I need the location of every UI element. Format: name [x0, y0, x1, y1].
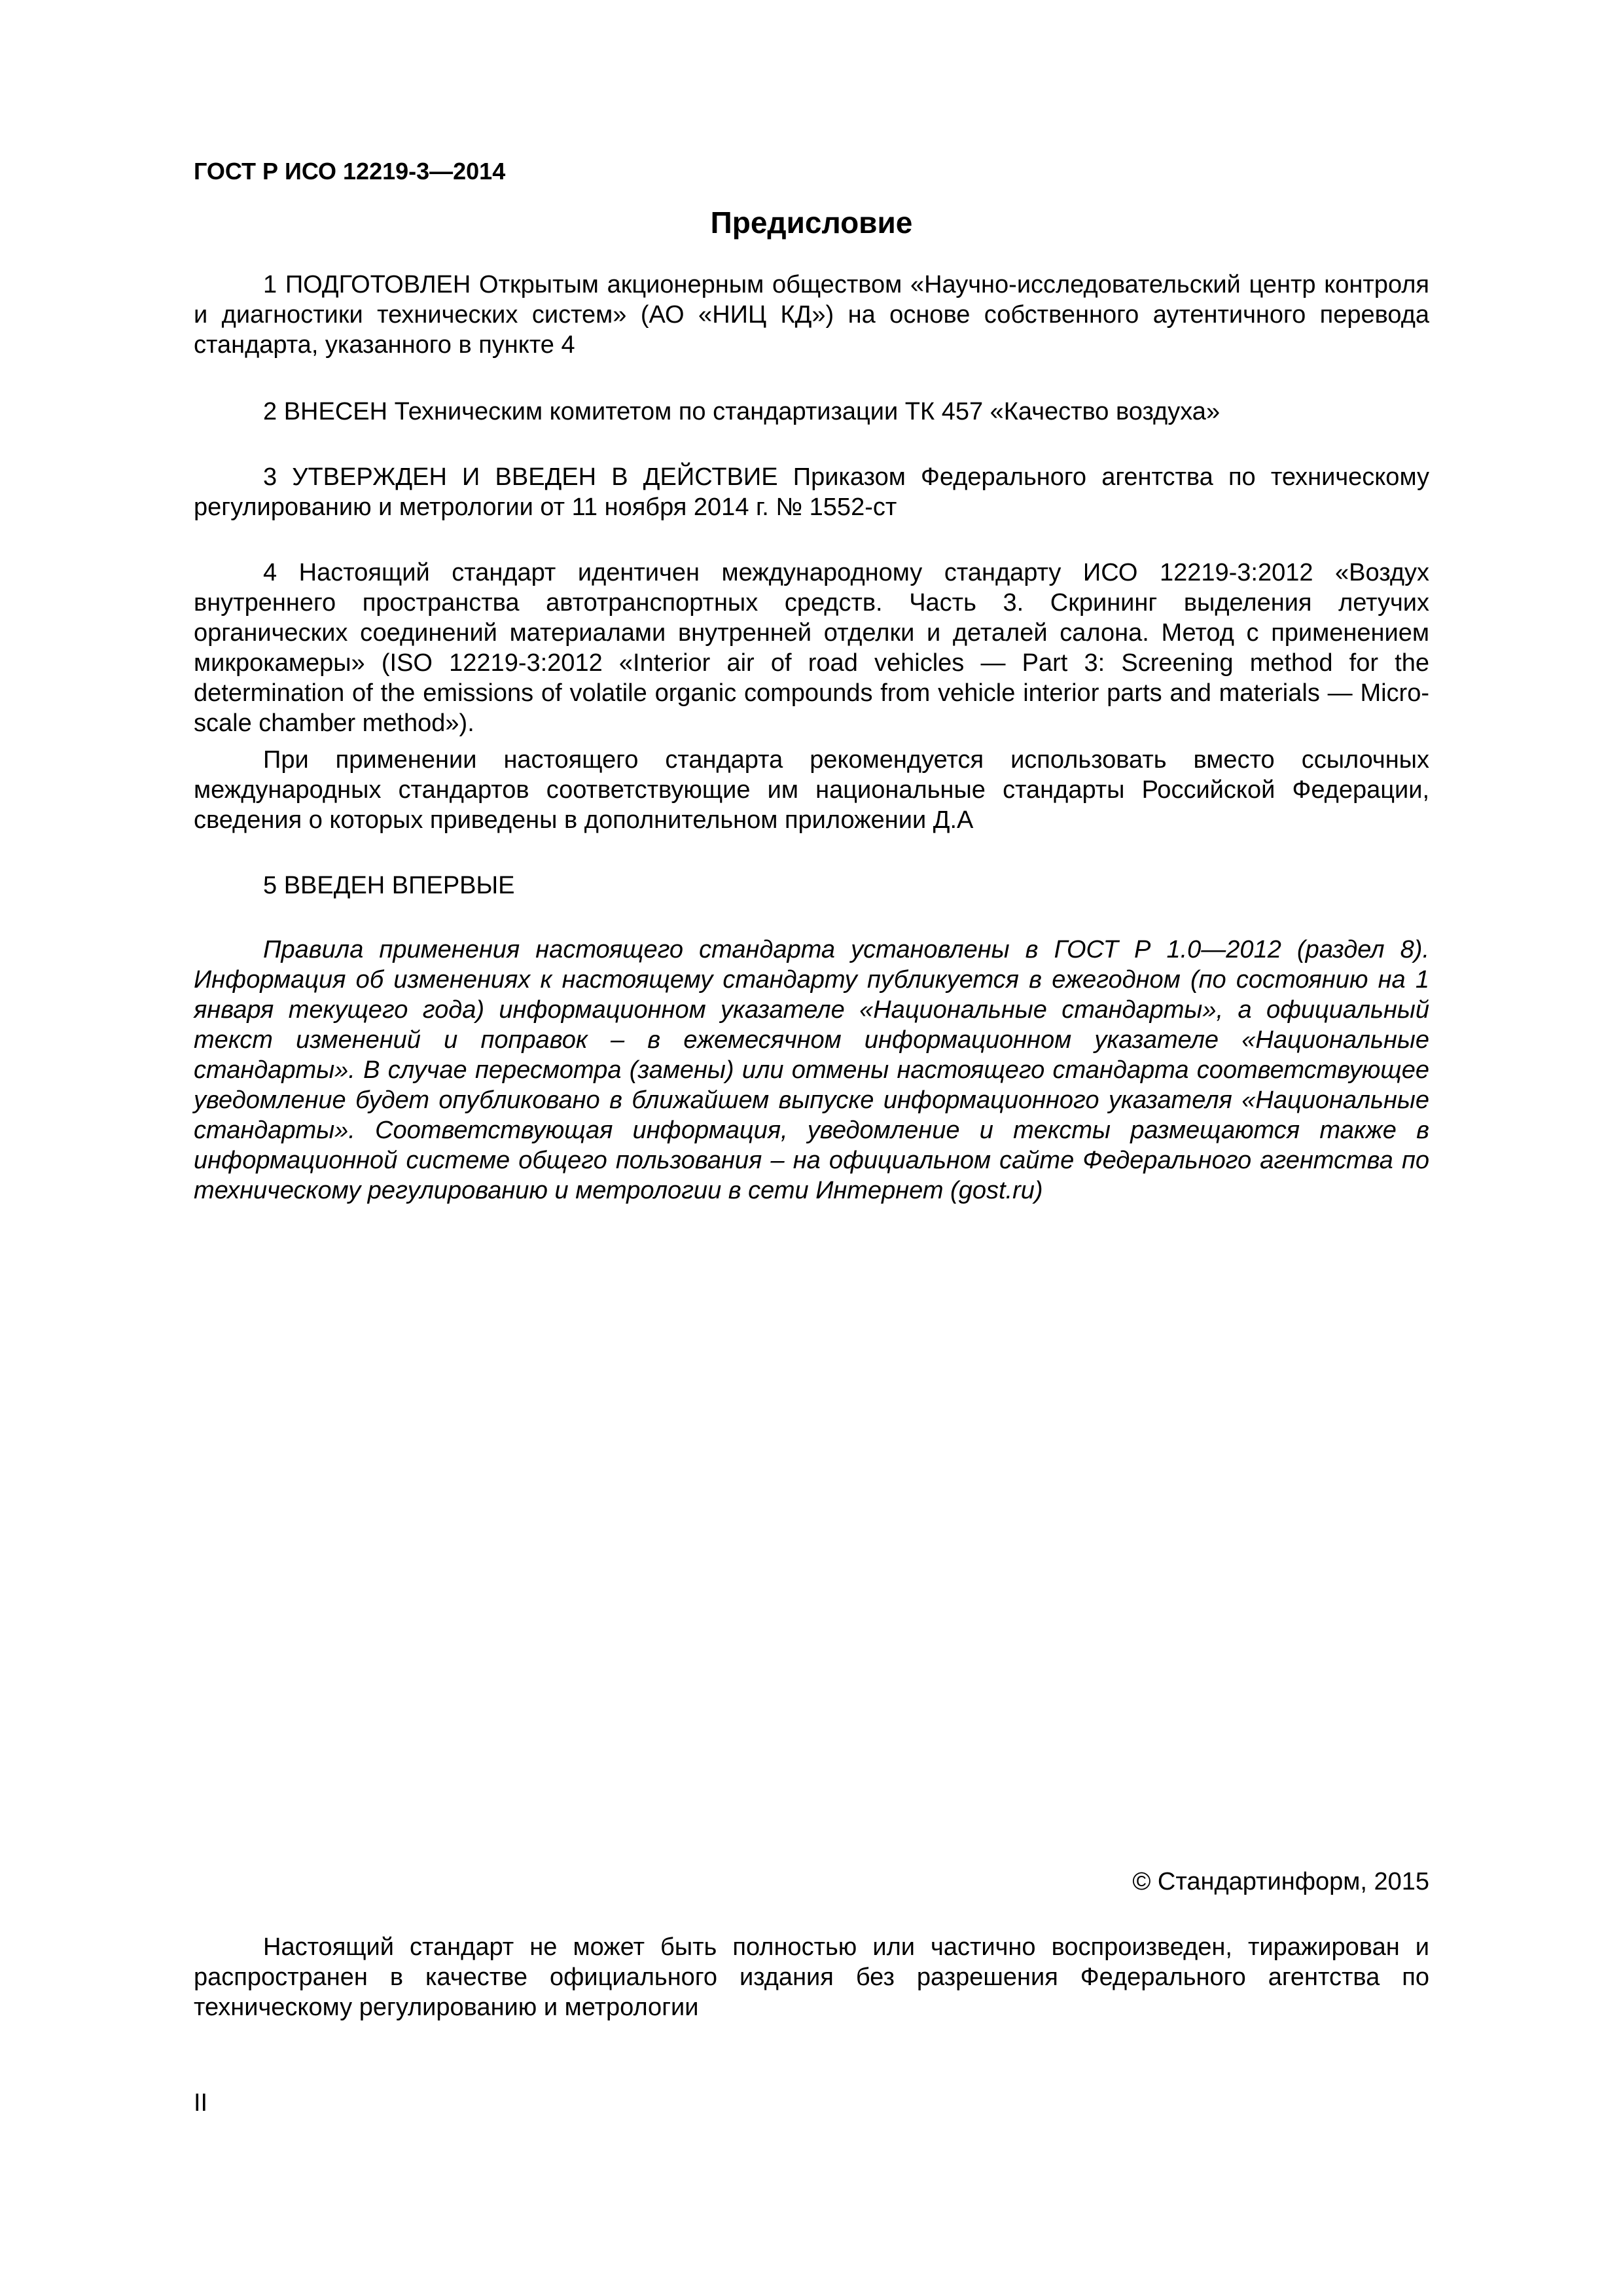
paragraph-application-rules: Правила применения настоящего стандарта установлены в ГОСТ Р 1.0—2012 (раздел 8). Информация об изменениях к настоящему стандарту публикуется в ежегодном (по состоянию на 1 января текущего года) информационном указателе «Национальные стандарты», а официальный текст изменений и поправок – в ежемесячном информационном указателе «Национальные стандарты». В случае пересмотра (замены) или отмены настоящего стандарта соответствующее уведомление будет опубликовано в ближайшем выпуске информационного указателя «Национальные стандарты». Соответствующая информация, уведомление и тексты размещаются также в информационной системе общего пользования – на официальном сайте Федерального агентства по техническому регулированию и метрологии в сети Интернет (gost.ru): [194, 936, 1429, 1204]
paragraph-2-submitted: 2 ВНЕСЕН Техническим комитетом по стандартизации ТК 457 «Качество воздуха»: [263, 398, 1221, 425]
paragraph-4-references: При применении настоящего стандарта рекомендуется использовать вместо ссылочных международных стандартов соответствующие им национальные стандарты Российской Федерации, сведения о которых приведены в дополнительном приложении Д.А: [194, 746, 1429, 834]
page-number: II: [194, 2089, 208, 2117]
paragraph-5-introduced: 5 ВВЕДЕН ВПЕРВЫЕ: [263, 872, 515, 899]
paragraph-4-identical: 4 Настоящий стандарт идентичен международному стандарту ИСО 12219-3:2012 «Воздух внутреннего пространства автотранспортных средств. Часть 3. Скрининг выделения летучих органических соединений материалами внутренней отделки и деталей салона. Метод с применением микрокамеры» (ISO 12219-3:2012 «Interior air of road vehicles — Part 3: Screening method for the determination of the emissions of volatile organic compounds from vehicle interior parts and materials — Micro-scale chamber method»).: [194, 559, 1429, 737]
paragraph-3-approved: 3 УТВЕРЖДЕН И ВВЕДЕН В ДЕЙСТВИЕ Приказом Федерального агентства по техническому регулированию и метрологии от 11 ноября 2014 г. № 1552-ст: [194, 463, 1429, 521]
copyright-line: © Стандартинформ, 2015: [1132, 1868, 1429, 1895]
reproduction-notice: Настоящий стандарт не может быть полностью или частично воспроизведен, тиражирован и распространен в качестве официального издания без разрешения Федерального агентства по техническому регулированию и метрологии: [194, 1933, 1429, 2021]
standard-code-header: ГОСТ Р ИСО 12219-3—2014: [194, 158, 506, 185]
paragraph-1-prepared: 1 ПОДГОТОВЛЕН Открытым акционерным обществом «Научно-исследовательский центр контроля и диагностики технических систем» (АО «НИЦ КД») на основе собственного аутентичного перевода стандарта, указанного в пункте 4: [194, 271, 1429, 359]
page-title: Предисловие: [710, 206, 913, 240]
